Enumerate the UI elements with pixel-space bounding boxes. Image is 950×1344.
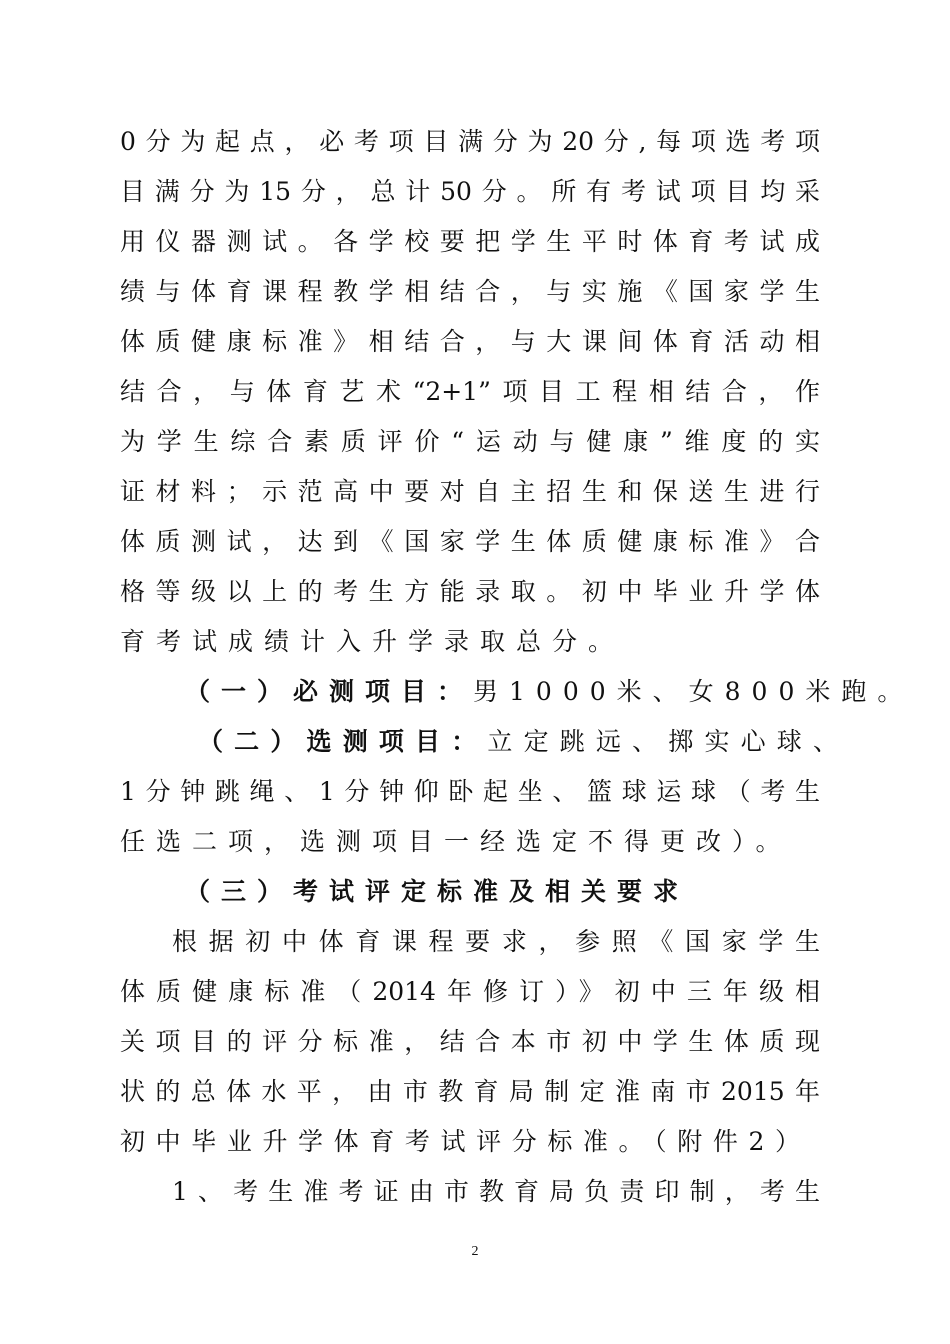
body-line-2: 目满分为15分，总计50分。所有考试项目均采 bbox=[120, 177, 820, 206]
section-1-text: 男1000米、女800米跑。 bbox=[473, 677, 914, 706]
body-line-11: 育考试成绩计入升学录取总分。 bbox=[120, 627, 625, 656]
section-3-line-2: 体质健康标准（2014年修订）》初中三年级相 bbox=[120, 977, 820, 1006]
section-2-line-3: 任选二项，选测项目一经选定不得更改）。 bbox=[120, 827, 792, 856]
body-line-3: 用仪器测试。各学校要把学生平时体育考试成 bbox=[120, 227, 820, 256]
section-2-heading: （二）选测项目： bbox=[198, 727, 488, 756]
body-line-7: 为学生综合素质评价“运动与健康”维度的实 bbox=[120, 427, 820, 456]
section-3-line-3: 关项目的评分标准，结合本市初中学生体质现 bbox=[120, 1027, 820, 1056]
body-line-4: 绩与体育课程教学相结合，与实施《国家学生 bbox=[120, 277, 820, 306]
section-3-heading: （三）考试评定标准及相关要求 bbox=[185, 877, 690, 906]
section-1-line bbox=[185, 672, 914, 712]
body-line-10: 格等级以上的考生方能录取。初中毕业升学体 bbox=[120, 577, 820, 606]
section-3-line-1: 根据初中体育课程要求，参照《国家学生 bbox=[172, 927, 820, 956]
section-2-line bbox=[198, 722, 838, 762]
page-number: 2 bbox=[471, 1244, 479, 1259]
body-line-6: 结合，与体育艺术“2+1”项目工程相结合，作 bbox=[120, 377, 820, 406]
section-2-text: 立定跳远、掷实心球、 bbox=[487, 727, 838, 756]
section-2-line-2: 1分钟跳绳、1分钟仰卧起坐、篮球运球（考生 bbox=[120, 777, 820, 806]
body-line-9: 体质测试，达到《国家学生体质健康标准》合 bbox=[120, 527, 820, 556]
body-line-1: 0分为起点，必考项目满分为20分,每项选考项 bbox=[120, 127, 820, 156]
section-3-line-4: 状的总体水平，由市教育局制定淮南市2015年 bbox=[120, 1077, 820, 1106]
section-3-line-5: 初中毕业升学体育考试评分标准。（附件2） bbox=[120, 1127, 800, 1156]
body-line-8: 证材料；示范高中要对自主招生和保送生进行 bbox=[120, 477, 820, 506]
section-3-item-1: 1、考生准考证由市教育局负责印制，考生 bbox=[172, 1177, 820, 1206]
section-1-heading: （一）必测项目： bbox=[185, 677, 474, 706]
body-line-5: 体质健康标准》相结合，与大课间体育活动相 bbox=[120, 327, 820, 356]
